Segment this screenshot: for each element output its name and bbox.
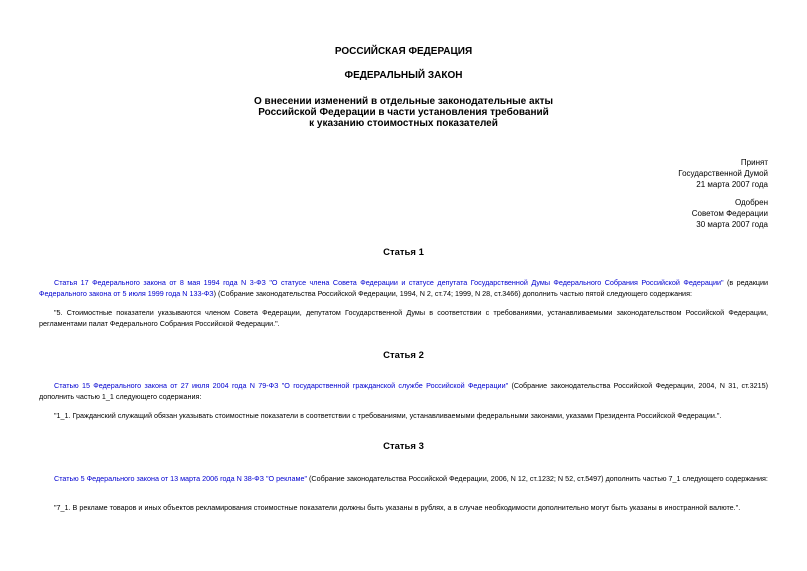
law-title (0, 96, 807, 129)
accepted-block (678, 157, 768, 190)
article-1-quote: "5. Стоимостные показатели указываются членом Совета Федерации, депутатом Государственной Думы в соответствии с требованиями, устанавливаемыми законодательством Российской Федерации, регламентами палат Федерального Собрания Российской Федерации.". (39, 308, 768, 328)
article-2-body (39, 380, 768, 402)
article-3-heading: Статья 3 (383, 441, 424, 452)
article-3-body (39, 473, 768, 484)
approved-block (692, 197, 768, 230)
accepted-label: Принят (740, 158, 768, 167)
article-1-heading: Статья 1 (383, 247, 424, 258)
article-1-edition-pre: (в редакции (723, 278, 768, 287)
article-3-law-link[interactable]: Статью 5 Федерального закона от 13 марта 2006 года N 38-ФЗ "О рекламе" (54, 474, 307, 483)
approved-label: Одобрен (734, 198, 768, 207)
accepted-body: Государственной Думой (678, 169, 768, 178)
article-1-law-link[interactable]: Статья 17 Федерального закона от 8 мая 1994 года N 3-ФЗ "О статусе члена Совета Федерации и статусе депутата Государственной Думы Федерального Собрания Российской Федерации" (54, 278, 724, 287)
article-1-body (39, 277, 768, 299)
law-title-line-3: к указанию стоимостных показателей (309, 118, 498, 129)
article-3-body-rest: (Собрание законодательства Российской Федерации, 2006, N 12, ст.1232; N 52, ст.5497) дополнить частью 7_1 следующего содержания: (307, 474, 768, 483)
article-3-quote: "7_1. В рекламе товаров и иных объектов рекламирования стоимостные показатели должны быть указаны в рублях, а в случае необходимости дополнительно могут быть указаны в иностранной валюте.". (54, 503, 741, 512)
accepted-date: 21 марта 2007 года (696, 180, 768, 189)
article-1-body-rest: ) (Собрание законодательства Российской Федерации, 1994, N 2, ст.74; 1999, N 28, ст.3466) дополнить частью пятой следующего содержания: (213, 289, 692, 298)
law-title-line-1: О внесении изменений в отдельные законодательные акты (253, 96, 554, 107)
law-type-heading: ФЕДЕРАЛЬНЫЙ ЗАКОН (344, 70, 463, 81)
article-2-law-link[interactable]: Статью 15 Федерального закона от 27 июля 2004 года N 79-ФЗ "О государственной гражданской службе Российской Федерации" (54, 381, 509, 390)
law-title-line-2: Российской Федерации в части установления требований (258, 107, 549, 118)
country-heading: РОССИЙСКАЯ ФЕДЕРАЦИЯ (334, 46, 473, 57)
article-1-amendment-link[interactable]: Федерального закона от 5 июля 1999 года N 133-ФЗ (39, 289, 214, 298)
article-2-quote: "1_1. Гражданский служащий обязан указывать стоимостные показатели в соответствии с требованиями, устанавливаемыми федеральными законами, указами Президента Российской Федерации.". (54, 411, 722, 420)
approved-date: 30 марта 2007 года (696, 220, 768, 229)
article-2-body-rest: (Собрание законодательства Российской Федерации, 2004, N 31, ст.3215) дополнить частью 1_1 следующего содержания: (39, 381, 769, 401)
article-2-heading: Статья 2 (383, 350, 424, 361)
approved-body: Советом Федерации (691, 209, 768, 218)
